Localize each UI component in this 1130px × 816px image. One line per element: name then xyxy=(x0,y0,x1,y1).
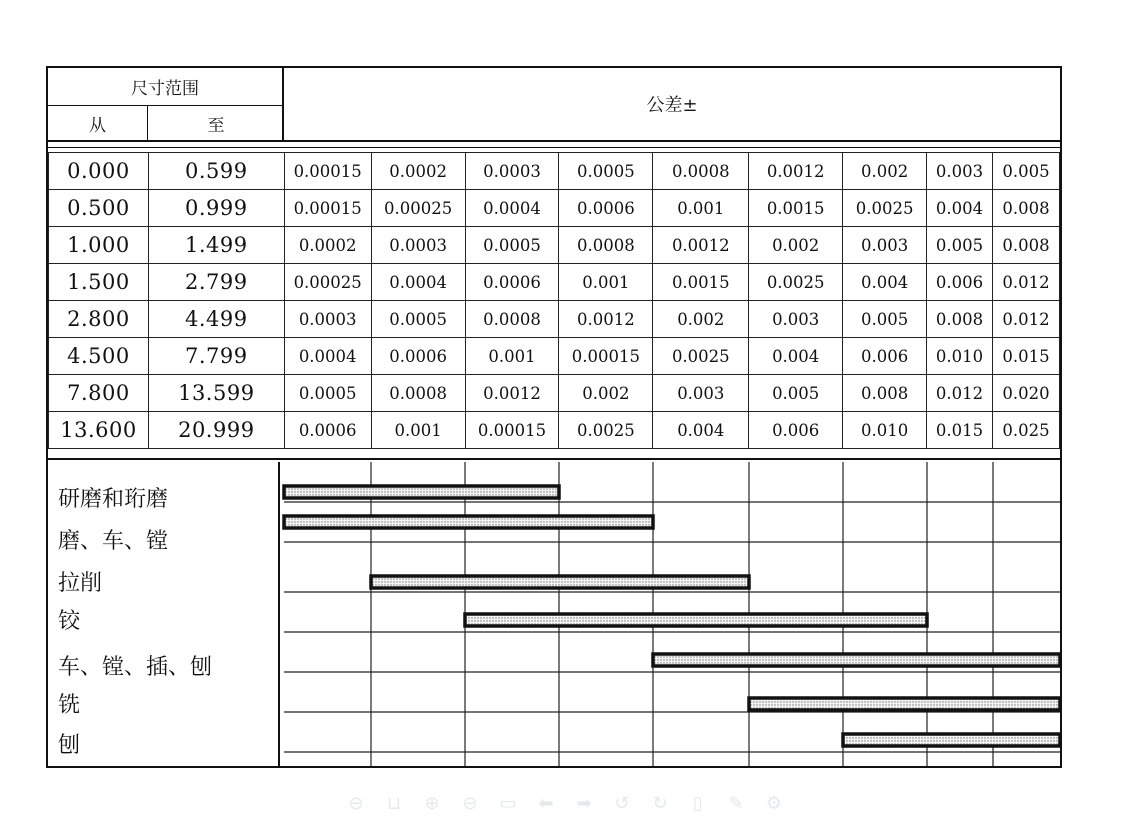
process-label: 刨 xyxy=(58,733,81,758)
tolerance-cell: 0.0005 xyxy=(559,153,653,190)
size-from-cell: 2.800 xyxy=(49,301,149,338)
tolerance-cell: 0.002 xyxy=(843,153,927,190)
tolerance-cell: 0.001 xyxy=(653,190,749,227)
tolerance-cell: 0.0025 xyxy=(749,264,843,301)
delete-icon[interactable]: ▯ xyxy=(693,792,703,814)
size-from-cell: 13.600 xyxy=(49,412,149,449)
process-label: 铣 xyxy=(58,693,81,718)
tolerance-cell: 0.0006 xyxy=(284,412,371,449)
tolerance-cell: 0.012 xyxy=(992,264,1059,301)
process-range-bar xyxy=(284,516,653,528)
from-column-header: 从 xyxy=(48,106,148,140)
settings-icon[interactable]: ⚙ xyxy=(765,792,783,814)
tolerance-cell: 0.004 xyxy=(749,338,843,375)
tolerance-cell: 0.0012 xyxy=(749,153,843,190)
size-to-cell: 0.599 xyxy=(148,153,284,190)
tolerance-cell: 0.005 xyxy=(992,153,1059,190)
tolerance-cell: 0.0008 xyxy=(465,301,559,338)
process-range-bar xyxy=(653,654,1060,666)
size-from-cell: 1.000 xyxy=(49,227,149,264)
tolerance-cell: 0.0025 xyxy=(653,338,749,375)
tolerance-cell: 0.025 xyxy=(992,412,1059,449)
size-from-cell: 0.500 xyxy=(49,190,149,227)
viewer-toolbar xyxy=(0,790,1130,816)
tolerance-cell: 0.004 xyxy=(927,190,993,227)
tolerance-cell: 0.002 xyxy=(559,375,653,412)
tolerance-cell: 0.004 xyxy=(653,412,749,449)
process-range-bar xyxy=(371,576,749,588)
tolerance-cell: 0.010 xyxy=(927,338,993,375)
tolerance-cell: 0.00025 xyxy=(371,190,465,227)
tolerance-cell: 0.004 xyxy=(843,264,927,301)
process-label: 铰 xyxy=(58,609,81,634)
process-range-bar xyxy=(749,698,1060,710)
tolerance-cell: 0.005 xyxy=(843,301,927,338)
size-from-cell: 0.000 xyxy=(49,153,149,190)
size-from-cell: 7.800 xyxy=(49,375,149,412)
process-label: 研磨和珩磨 xyxy=(58,487,169,512)
tolerance-cell: 0.006 xyxy=(749,412,843,449)
tolerance-cell: 0.0003 xyxy=(371,227,465,264)
process-label: 磨、车、镗 xyxy=(58,529,169,554)
tolerance-chart xyxy=(46,66,1062,768)
tolerance-cell: 0.0003 xyxy=(465,153,559,190)
tolerance-cell: 0.00015 xyxy=(284,153,371,190)
tolerance-cell: 0.008 xyxy=(843,375,927,412)
size-to-cell: 7.799 xyxy=(148,338,284,375)
tolerance-cell: 0.0006 xyxy=(559,190,653,227)
next-arrow-icon[interactable]: ➡ xyxy=(576,792,592,814)
tolerance-cell: 0.0004 xyxy=(371,264,465,301)
tolerance-cell: 0.00015 xyxy=(284,190,371,227)
tolerance-cell: 0.003 xyxy=(927,153,993,190)
rotate-left-icon[interactable]: ↺ xyxy=(614,792,630,814)
size-to-cell: 13.599 xyxy=(148,375,284,412)
tolerance-cell: 0.0003 xyxy=(284,301,371,338)
tolerance-cell: 0.0005 xyxy=(284,375,371,412)
tolerance-cell: 0.0025 xyxy=(843,190,927,227)
tolerance-cell: 0.010 xyxy=(843,412,927,449)
tolerance-cell: 0.00025 xyxy=(284,264,371,301)
to-column-header: 至 xyxy=(207,115,225,136)
tolerance-cell: 0.008 xyxy=(927,301,993,338)
process-range-bar xyxy=(465,614,927,626)
size-to-cell: 0.999 xyxy=(148,190,284,227)
fit-page-icon[interactable]: ⊖ xyxy=(348,792,364,814)
tolerance-cell: 0.003 xyxy=(653,375,749,412)
size-to-cell: 4.499 xyxy=(148,301,284,338)
size-range-title: 尺寸范围 xyxy=(48,68,282,106)
tolerance-cell: 0.020 xyxy=(992,375,1059,412)
tolerance-cell: 0.008 xyxy=(992,190,1059,227)
tolerance-cell: 0.001 xyxy=(465,338,559,375)
tolerance-cell: 0.002 xyxy=(653,301,749,338)
process-range-bar xyxy=(843,734,1060,746)
tolerance-cell: 0.0004 xyxy=(284,338,371,375)
size-to-cell: 1.499 xyxy=(148,227,284,264)
tolerance-cell: 0.0006 xyxy=(465,264,559,301)
tolerance-cell: 0.001 xyxy=(559,264,653,301)
fit-width-icon[interactable]: ⊔ xyxy=(386,792,402,814)
tolerance-cell: 0.0012 xyxy=(465,375,559,412)
process-label: 拉削 xyxy=(58,571,103,596)
tolerance-cell: 0.0005 xyxy=(371,301,465,338)
process-range-bar xyxy=(284,486,559,498)
edit-icon[interactable]: ✎ xyxy=(728,792,744,814)
zoom-out-icon[interactable]: ⊖ xyxy=(462,792,478,814)
present-icon[interactable]: ▭ xyxy=(499,792,517,814)
tolerance-cell: 0.0015 xyxy=(653,264,749,301)
tolerance-cell: 0.006 xyxy=(843,338,927,375)
tolerance-header: 公差± xyxy=(646,95,698,116)
size-to-cell: 2.799 xyxy=(148,264,284,301)
tolerance-cell: 0.003 xyxy=(749,301,843,338)
size-to-cell: 20.999 xyxy=(148,412,284,449)
tolerance-cell: 0.006 xyxy=(927,264,993,301)
tolerance-cell: 0.002 xyxy=(749,227,843,264)
size-from-cell: 1.500 xyxy=(49,264,149,301)
tolerance-cell: 0.003 xyxy=(843,227,927,264)
rotate-right-icon[interactable]: ↻ xyxy=(652,792,668,814)
zoom-in-icon[interactable]: ⊕ xyxy=(424,792,440,814)
tolerance-cell: 0.0004 xyxy=(465,190,559,227)
tolerance-cell: 0.015 xyxy=(992,338,1059,375)
process-label: 车、镗、插、刨 xyxy=(58,655,213,680)
tolerance-cell: 0.0025 xyxy=(559,412,653,449)
tolerance-cell: 0.0015 xyxy=(749,190,843,227)
tolerance-cell: 0.0002 xyxy=(371,153,465,190)
tolerance-cell: 0.008 xyxy=(992,227,1059,264)
tolerance-cell: 0.00015 xyxy=(559,338,653,375)
tolerance-cell: 0.005 xyxy=(749,375,843,412)
size-from-cell: 4.500 xyxy=(49,338,149,375)
tolerance-cell: 0.0002 xyxy=(284,227,371,264)
tolerance-cell: 0.0006 xyxy=(371,338,465,375)
prev-arrow-icon[interactable]: ⬅ xyxy=(538,792,554,814)
process-range-chart xyxy=(48,68,1060,768)
tolerance-cell: 0.0005 xyxy=(465,227,559,264)
tolerance-cell: 0.0008 xyxy=(371,375,465,412)
tolerance-cell: 0.005 xyxy=(927,227,993,264)
tolerance-cell: 0.0008 xyxy=(559,227,653,264)
tolerance-cell: 0.001 xyxy=(371,412,465,449)
tolerance-cell: 0.00015 xyxy=(465,412,559,449)
tolerance-cell: 0.0012 xyxy=(653,227,749,264)
tolerance-cell: 0.015 xyxy=(927,412,993,449)
tolerance-cell: 0.0012 xyxy=(559,301,653,338)
tolerance-cell: 0.012 xyxy=(992,301,1059,338)
tolerance-cell: 0.012 xyxy=(927,375,993,412)
tolerance-cell: 0.0008 xyxy=(653,153,749,190)
